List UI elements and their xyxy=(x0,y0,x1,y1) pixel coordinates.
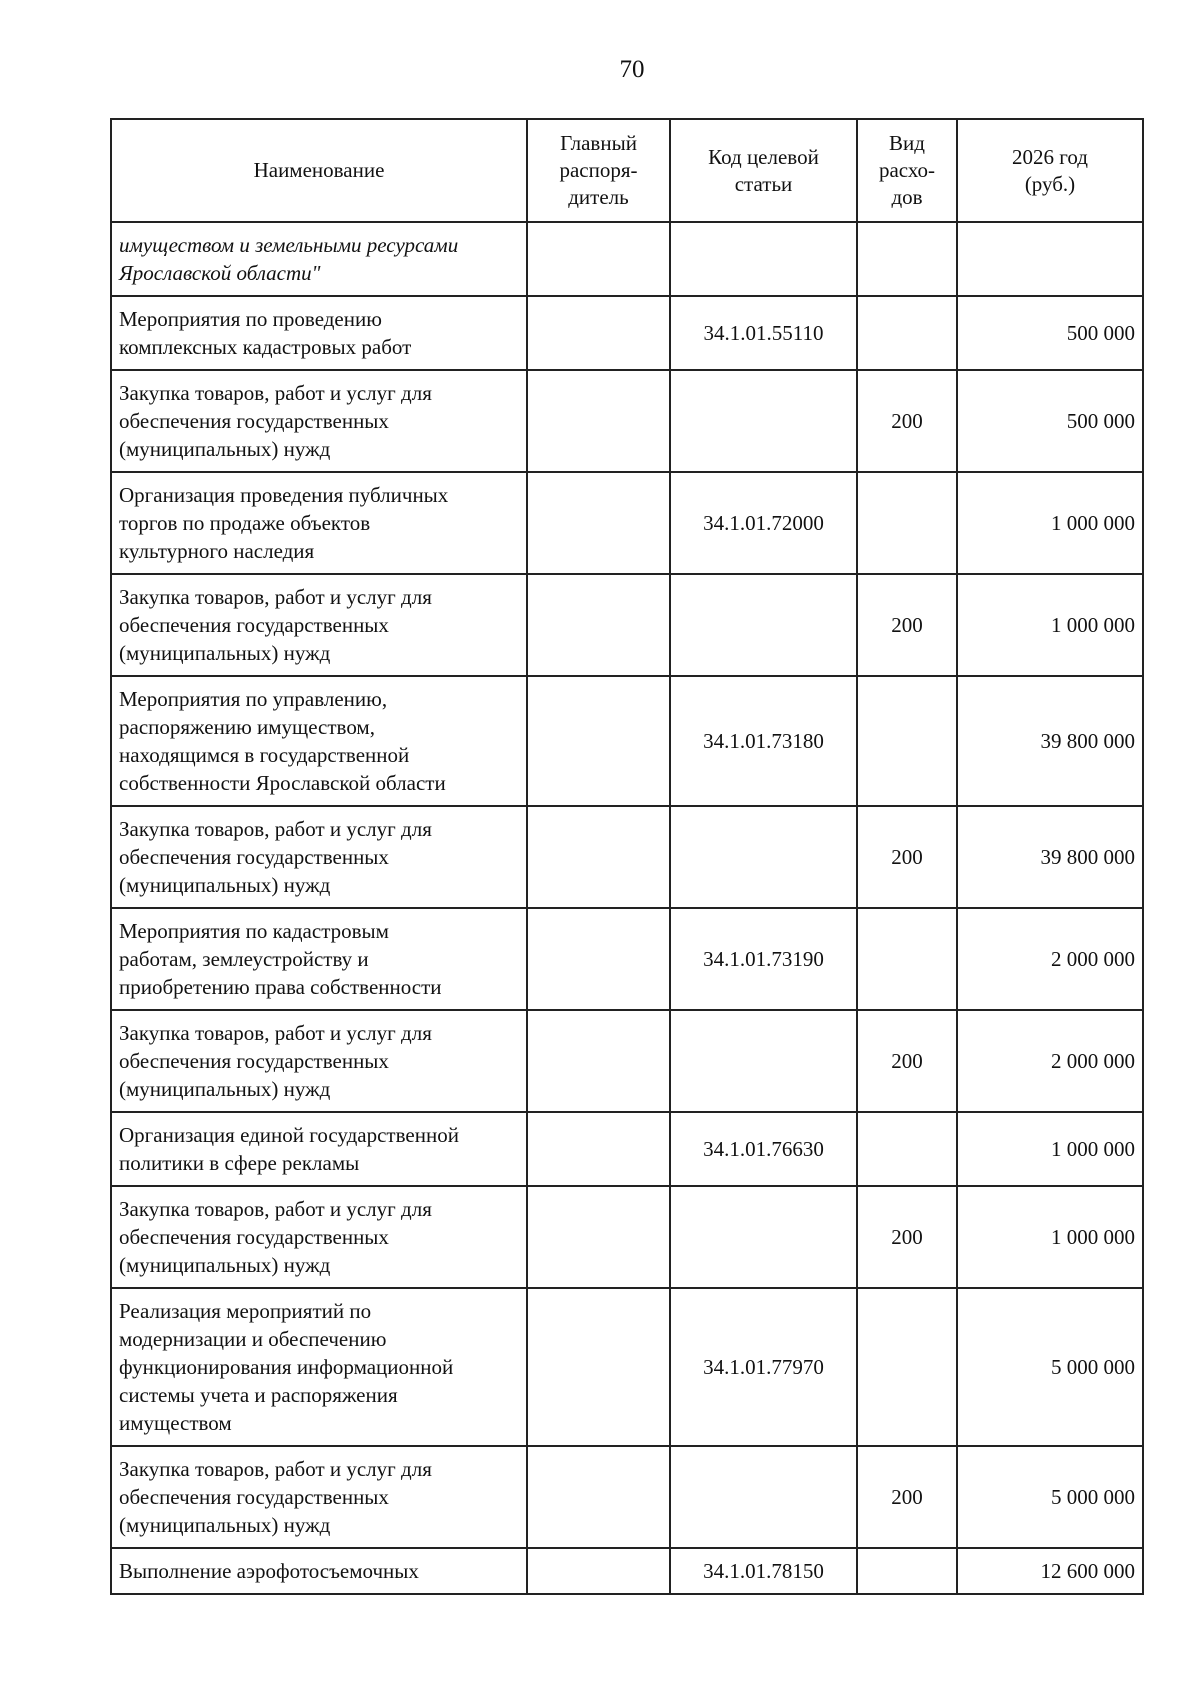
row-name-line: Организация проведения публичных xyxy=(119,483,449,507)
table-row xyxy=(111,370,1143,472)
row-target-code: 34.1.01.77970 xyxy=(670,1288,857,1446)
row-name xyxy=(111,370,527,472)
row-name-line: политики в сфере рекламы xyxy=(119,1151,360,1175)
row-name xyxy=(111,296,527,370)
header-row xyxy=(111,119,1143,222)
row-administrator xyxy=(527,1010,670,1112)
table-row xyxy=(111,222,1143,296)
row-administrator xyxy=(527,370,670,472)
row-target-code xyxy=(670,806,857,908)
row-expense-type xyxy=(857,1112,957,1186)
row-name-line: обеспечения государственных xyxy=(119,1485,389,1509)
row-amount: 1 000 000 xyxy=(957,472,1143,574)
row-amount: 500 000 xyxy=(957,296,1143,370)
row-target-code xyxy=(670,1186,857,1288)
row-administrator xyxy=(527,1288,670,1446)
row-name-line: (муниципальных) нужд xyxy=(119,641,331,665)
header-expense-type: Вид расхо- дов xyxy=(857,119,957,222)
table-row xyxy=(111,1548,1143,1594)
row-expense-type xyxy=(857,676,957,806)
row-amount: 12 600 000 xyxy=(957,1548,1143,1594)
row-name xyxy=(111,1288,527,1446)
row-name-line: Закупка товаров, работ и услуг для xyxy=(119,1457,432,1481)
row-amount: 2 000 000 xyxy=(957,1010,1143,1112)
row-name xyxy=(111,1446,527,1548)
row-name-line: (муниципальных) нужд xyxy=(119,1253,331,1277)
row-administrator xyxy=(527,574,670,676)
row-administrator xyxy=(527,1446,670,1548)
row-name xyxy=(111,806,527,908)
table-row xyxy=(111,908,1143,1010)
row-name-line: работам, землеустройству и xyxy=(119,947,369,971)
page-number: 70 xyxy=(619,56,645,83)
row-name xyxy=(111,1186,527,1288)
row-target-code xyxy=(670,574,857,676)
row-name-line: модернизации и обеспечению xyxy=(119,1327,387,1351)
row-name xyxy=(111,574,527,676)
row-name-line: Закупка товаров, работ и услуг для xyxy=(119,585,432,609)
row-expense-type: 200 xyxy=(857,574,957,676)
row-amount: 5 000 000 xyxy=(957,1288,1143,1446)
row-name-line: (муниципальных) нужд xyxy=(119,1077,331,1101)
row-expense-type xyxy=(857,908,957,1010)
row-name-line: обеспечения государственных xyxy=(119,1049,389,1073)
row-name-line: культурного наследия xyxy=(119,539,315,563)
row-administrator xyxy=(527,296,670,370)
table-row xyxy=(111,472,1143,574)
row-name-line: обеспечения государственных xyxy=(119,613,389,637)
row-name xyxy=(111,1112,527,1186)
row-amount: 1 000 000 xyxy=(957,1112,1143,1186)
row-name xyxy=(111,222,527,296)
row-administrator xyxy=(527,676,670,806)
row-expense-type xyxy=(857,1288,957,1446)
table-row xyxy=(111,676,1143,806)
row-target-code: 34.1.01.78150 xyxy=(670,1548,857,1594)
header-administrator: Главный распоря- дитель xyxy=(527,119,670,222)
row-target-code: 34.1.01.76630 xyxy=(670,1112,857,1186)
row-name-line: Выполнение аэрофотосъемочных xyxy=(119,1559,419,1583)
row-name-line: находящимся в государственной xyxy=(119,743,410,767)
row-amount: 5 000 000 xyxy=(957,1446,1143,1548)
row-target-code xyxy=(670,1010,857,1112)
row-expense-type xyxy=(857,472,957,574)
row-amount: 1 000 000 xyxy=(957,574,1143,676)
table-row xyxy=(111,806,1143,908)
row-target-code: 34.1.01.72000 xyxy=(670,472,857,574)
row-name-line: Ярославской области" xyxy=(119,261,321,285)
row-amount: 39 800 000 xyxy=(957,806,1143,908)
table-row xyxy=(111,1010,1143,1112)
row-amount: 2 000 000 xyxy=(957,908,1143,1010)
row-name-line: Закупка товаров, работ и услуг для xyxy=(119,817,432,841)
row-name-line: торгов по продаже объектов xyxy=(119,511,371,535)
row-expense-type: 200 xyxy=(857,1010,957,1112)
row-amount xyxy=(957,222,1143,296)
table-row xyxy=(111,1288,1143,1446)
row-name-line: Организация единой государственной xyxy=(119,1123,459,1147)
row-name-line: обеспечения государственных xyxy=(119,1225,389,1249)
row-name-line: обеспечения государственных xyxy=(119,409,389,433)
row-name-line: Реализация мероприятий по xyxy=(119,1299,372,1323)
row-administrator xyxy=(527,1112,670,1186)
row-target-code: 34.1.01.73180 xyxy=(670,676,857,806)
row-target-code: 34.1.01.55110 xyxy=(670,296,857,370)
row-name-line: Закупка товаров, работ и услуг для xyxy=(119,381,432,405)
row-target-code xyxy=(670,370,857,472)
row-expense-type: 200 xyxy=(857,370,957,472)
row-name-line: Закупка товаров, работ и услуг для xyxy=(119,1197,432,1221)
row-target-code xyxy=(670,222,857,296)
row-name xyxy=(111,908,527,1010)
row-name xyxy=(111,1548,527,1594)
row-name-line: приобретению права собственности xyxy=(119,975,442,999)
row-name-line: имуществом и земельными ресурсами xyxy=(119,233,459,257)
table-row xyxy=(111,574,1143,676)
row-name-line: Закупка товаров, работ и услуг для xyxy=(119,1021,432,1045)
header-name: Наименование xyxy=(111,119,527,222)
row-name-line: собственности Ярославской области xyxy=(119,771,446,795)
row-expense-type xyxy=(857,296,957,370)
row-name xyxy=(111,676,527,806)
row-expense-type: 200 xyxy=(857,1446,957,1548)
row-name-line: функционирования информационной xyxy=(119,1355,454,1379)
row-name-line: Мероприятия по кадастровым xyxy=(119,919,389,943)
row-amount: 500 000 xyxy=(957,370,1143,472)
row-amount: 1 000 000 xyxy=(957,1186,1143,1288)
row-name-line: системы учета и распоряжения xyxy=(119,1383,398,1407)
table-row xyxy=(111,1112,1143,1186)
row-name-line: имуществом xyxy=(119,1411,232,1435)
row-name-line: (муниципальных) нужд xyxy=(119,873,331,897)
row-target-code: 34.1.01.73190 xyxy=(670,908,857,1010)
row-name-line: Мероприятия по проведению xyxy=(119,307,382,331)
row-name-line: Мероприятия по управлению, xyxy=(119,687,388,711)
row-name-line: распоряжению имуществом, xyxy=(119,715,375,739)
row-name-line: обеспечения государственных xyxy=(119,845,389,869)
row-name-line: (муниципальных) нужд xyxy=(119,437,331,461)
table-row xyxy=(111,1186,1143,1288)
row-administrator xyxy=(527,806,670,908)
row-expense-type: 200 xyxy=(857,806,957,908)
header-year: 2026 год (руб.) xyxy=(957,119,1143,222)
row-administrator xyxy=(527,1548,670,1594)
row-administrator xyxy=(527,1186,670,1288)
row-amount: 39 800 000 xyxy=(957,676,1143,806)
row-name-line: комплексных кадастровых работ xyxy=(119,335,412,359)
table-row xyxy=(111,296,1143,370)
row-administrator xyxy=(527,222,670,296)
row-name xyxy=(111,472,527,574)
row-expense-type xyxy=(857,1548,957,1594)
row-administrator xyxy=(527,472,670,574)
table-body xyxy=(111,222,1143,1594)
budget-table xyxy=(110,118,1144,1595)
row-administrator xyxy=(527,908,670,1010)
row-expense-type xyxy=(857,222,957,296)
row-name xyxy=(111,1010,527,1112)
table-row xyxy=(111,1446,1143,1548)
row-name-line: (муниципальных) нужд xyxy=(119,1513,331,1537)
header-target-code: Код целевой статьи xyxy=(670,119,857,222)
row-target-code xyxy=(670,1446,857,1548)
row-expense-type: 200 xyxy=(857,1186,957,1288)
